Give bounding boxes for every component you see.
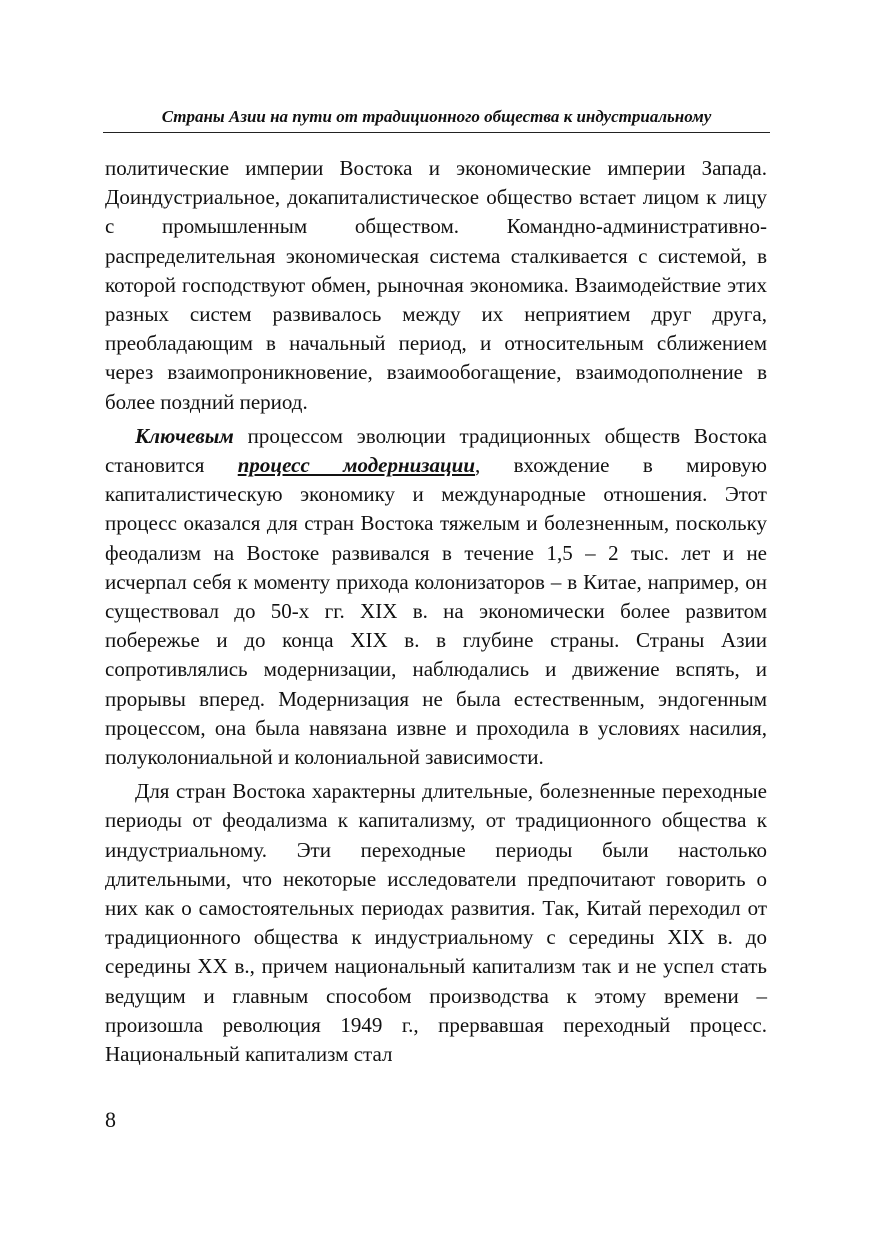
- paragraph-1: политические империи Востока и экономические империи Запада. Доиндустриальное, докапиталистическое общество встает лицом к лицу с промышленным обществом. Командно-административно-распределительная экономическая система сталкивается с системой, в которой господствуют обмен, рыночная экономика. Взаимодействие этих разных систем развивалось между их неприятием друг друга, преобладающим в начальный период, и относительным сближением через взаимопроникновение, взаимообогащение, взаимодополнение в более поздний период.: [105, 156, 767, 414]
- page-number: 8: [105, 1107, 116, 1132]
- paragraph-2-part-1: процессом эволюции традиционных обществ Востока становится: [105, 423, 767, 478]
- paragraph-3: Для стран Востока характерны длительные, болезненные переходные периоды от феодализма к капитализму, от традиционного общества к индустриальному. Эти переходные периоды были настолько длительными, что некоторые исследователи предпочитают говорить о них как о самостоятельных периодах развития. Так, Китай переходил от традиционного общества к индустриальному с середины XIX в. до середины XX в., причем национальный капитализм так и не успел стать ведущим и главным способом производства к этому времени – произошла революция 1949 г., прервавшая переходный процесс. Национальный капитализм стал: [105, 779, 767, 1067]
- header-rule: [103, 132, 770, 133]
- emphasis-key-term: Ключевым: [135, 423, 234, 448]
- running-header: Страны Азии на пути от традиционного общества к индустриальному: [161, 107, 712, 126]
- paragraph-2: [105, 422, 767, 772]
- emphasis-modernization: процесс модернизации: [237, 453, 476, 478]
- paragraph-2-part-2: , вхождение в мировую капиталистическую экономику и международные отношения. Этот процесс оказался для стран Востока тяжелым и болезненным, поскольку феодализм на Востоке развивался в течение 1,5 – 2 тыс. лет и не исчерпал себя к моменту прихода колонизаторов – в Китае, например, он существовал до 50-х гг. XIX в. на экономически более развитом побережье и до конца XIX в. в глубине страны. Страны Азии сопротивлялись модернизации, наблюдались и движение вспять, и прорывы вперед. Модернизация не была естественным, эндогенным процессом, она была навязана извне и проходила в условиях насилия, полуколониальной и колониальной зависимости.: [105, 453, 767, 770]
- body-text: [105, 154, 767, 1069]
